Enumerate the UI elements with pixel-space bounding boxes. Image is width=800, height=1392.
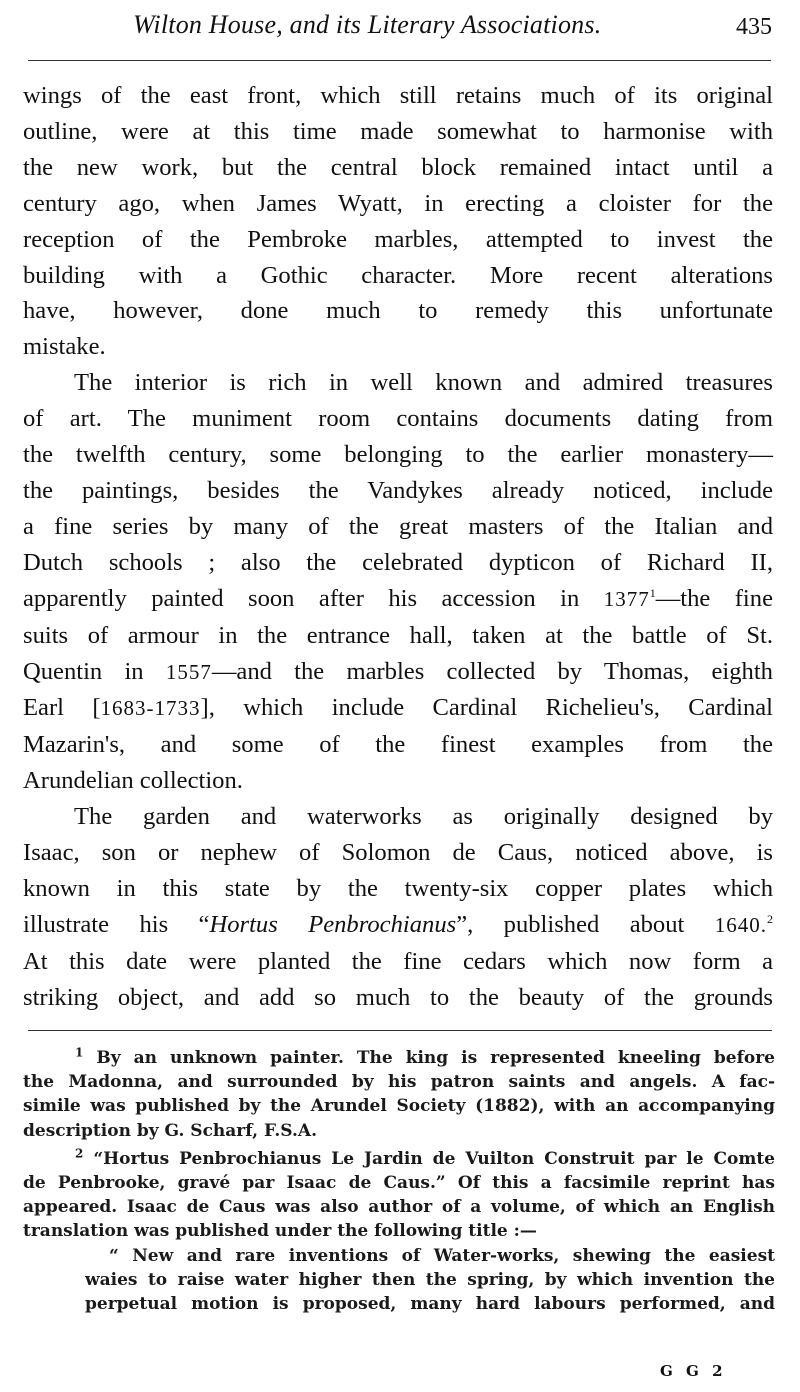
text-segment: Quentin in	[23, 657, 166, 685]
footnote-line: simile was published by the Arundel Society (1882), with an accompanying	[23, 1096, 775, 1117]
footnote-line: de Penbrooke, gravé par Isaac de Caus.” Of this a facsimile reprint has	[23, 1173, 775, 1194]
footnote-ref-1[interactable]: 1	[649, 585, 656, 600]
text-line: a fine series by many of the great masters of the Italian and	[23, 512, 773, 540]
text-segment: By an unknown painter. The king is represented kneeling before	[96, 1048, 775, 1068]
text-segment: —and the marbles collected by Thomas, eighth	[211, 657, 773, 685]
book-title: Hortus Penbrochianus	[209, 910, 457, 938]
date-range: 1683-1733	[100, 696, 201, 721]
page-number: 435	[736, 14, 772, 40]
text-segment: ], which include Cardinal Richelieu's, Cardinal	[200, 694, 773, 722]
footnotes	[23, 1046, 775, 1320]
running-title: Wilton House, and its Literary Associations.	[133, 10, 602, 39]
text-line: Isaac, son or nephew of Solomon de Caus, noticed above, is	[23, 839, 773, 867]
text-line: reception of the Pembroke marbles, attempted to invest the	[23, 225, 773, 253]
text-line: The interior is rich in well known and admired treasures	[74, 369, 773, 397]
text-line: century ago, when James Wyatt, in erecting a cloister for the	[23, 189, 773, 217]
text-line: the twelfth century, some belonging to the earlier monastery—	[23, 441, 773, 469]
text-line	[23, 690, 773, 727]
footnote-line: appeared. Isaac de Caus was also author of a volume, of which an English	[23, 1197, 775, 1218]
text-line: striking object, and add so much to the beauty of the grounds	[23, 983, 773, 1011]
quote-line: “ New and rare inventions of Water-works, shewing the easiest	[109, 1245, 775, 1266]
text-line: known in this state by the twenty-six copper plates which	[23, 874, 773, 902]
footnote-marker: 1	[75, 1045, 84, 1060]
text-line: Dutch schools ; also the celebrated dypticon of Richard II,	[23, 548, 773, 576]
paragraph	[23, 365, 773, 799]
paragraph	[23, 799, 773, 1015]
text-line	[23, 907, 773, 944]
text-segment: —the fine	[655, 584, 773, 612]
text-line: suits of armour in the entrance hall, taken at the battle of St.	[23, 621, 773, 649]
header-rule	[28, 60, 771, 61]
body-text	[23, 78, 773, 1016]
text-line: outline, were at this time made somewhat to harmonise with	[23, 117, 773, 145]
text-line: mistake.	[23, 333, 106, 361]
footnote-line	[23, 1046, 775, 1070]
block-quote	[23, 1244, 775, 1317]
year: 1557	[165, 659, 212, 684]
text-line: have, however, done much to remedy this unfortunate	[23, 297, 773, 325]
footnote-line: description by G. Scharf, F.S.A.	[23, 1120, 317, 1141]
quote-line: waies to raise water higher then the spring, by which invention the	[85, 1269, 775, 1290]
quote-line: perpetual motion is proposed, many hard labours performed, and	[85, 1294, 775, 1315]
paragraph	[23, 78, 773, 365]
signature-mark: G G 2	[660, 1362, 727, 1380]
year: 1640.	[714, 912, 767, 937]
text-line	[23, 581, 773, 618]
text-segment: apparently painted soon after his accession in	[23, 584, 604, 612]
text-segment: Earl [	[23, 694, 101, 722]
footnote-line	[23, 1147, 775, 1171]
text-line: of art. The muniment room contains documents dating from	[23, 405, 773, 433]
text-line: Arundelian collection.	[23, 767, 243, 795]
text-line	[23, 654, 773, 691]
footnote-line: the Madonna, and surrounded by his patron saints and angels. A fac-	[23, 1072, 775, 1093]
text-line: The garden and waterworks as originally designed by	[74, 803, 773, 831]
text-line: the paintings, besides the Vandykes already noticed, include	[23, 476, 773, 504]
text-line: building with a Gothic character. More recent alterations	[23, 261, 773, 289]
footnote-rule	[28, 1030, 772, 1031]
text-line: the new work, but the central block remained intact until a	[23, 153, 773, 181]
footnote-2	[23, 1147, 775, 1316]
text-segment: ”, published about	[456, 910, 715, 938]
year: 1377	[603, 586, 650, 611]
text-line: Mazarin's, and some of the finest examples from the	[23, 731, 773, 759]
footnote-marker: 2	[75, 1146, 84, 1161]
footnote-ref-2[interactable]: 2	[767, 911, 773, 926]
text-segment: “Hortus Penbrochianus Le Jardin de Vuilton Construit par le Comte	[93, 1148, 775, 1169]
text-line: At this date were planted the fine cedars which now form a	[23, 947, 773, 975]
footnote-line: translation was published under the following title :—	[23, 1221, 537, 1242]
text-line: wings of the east front, which still retains much of its original	[23, 82, 773, 109]
footnote-1	[23, 1046, 775, 1143]
text-segment: illustrate his “	[23, 910, 210, 938]
running-head	[0, 8, 800, 48]
